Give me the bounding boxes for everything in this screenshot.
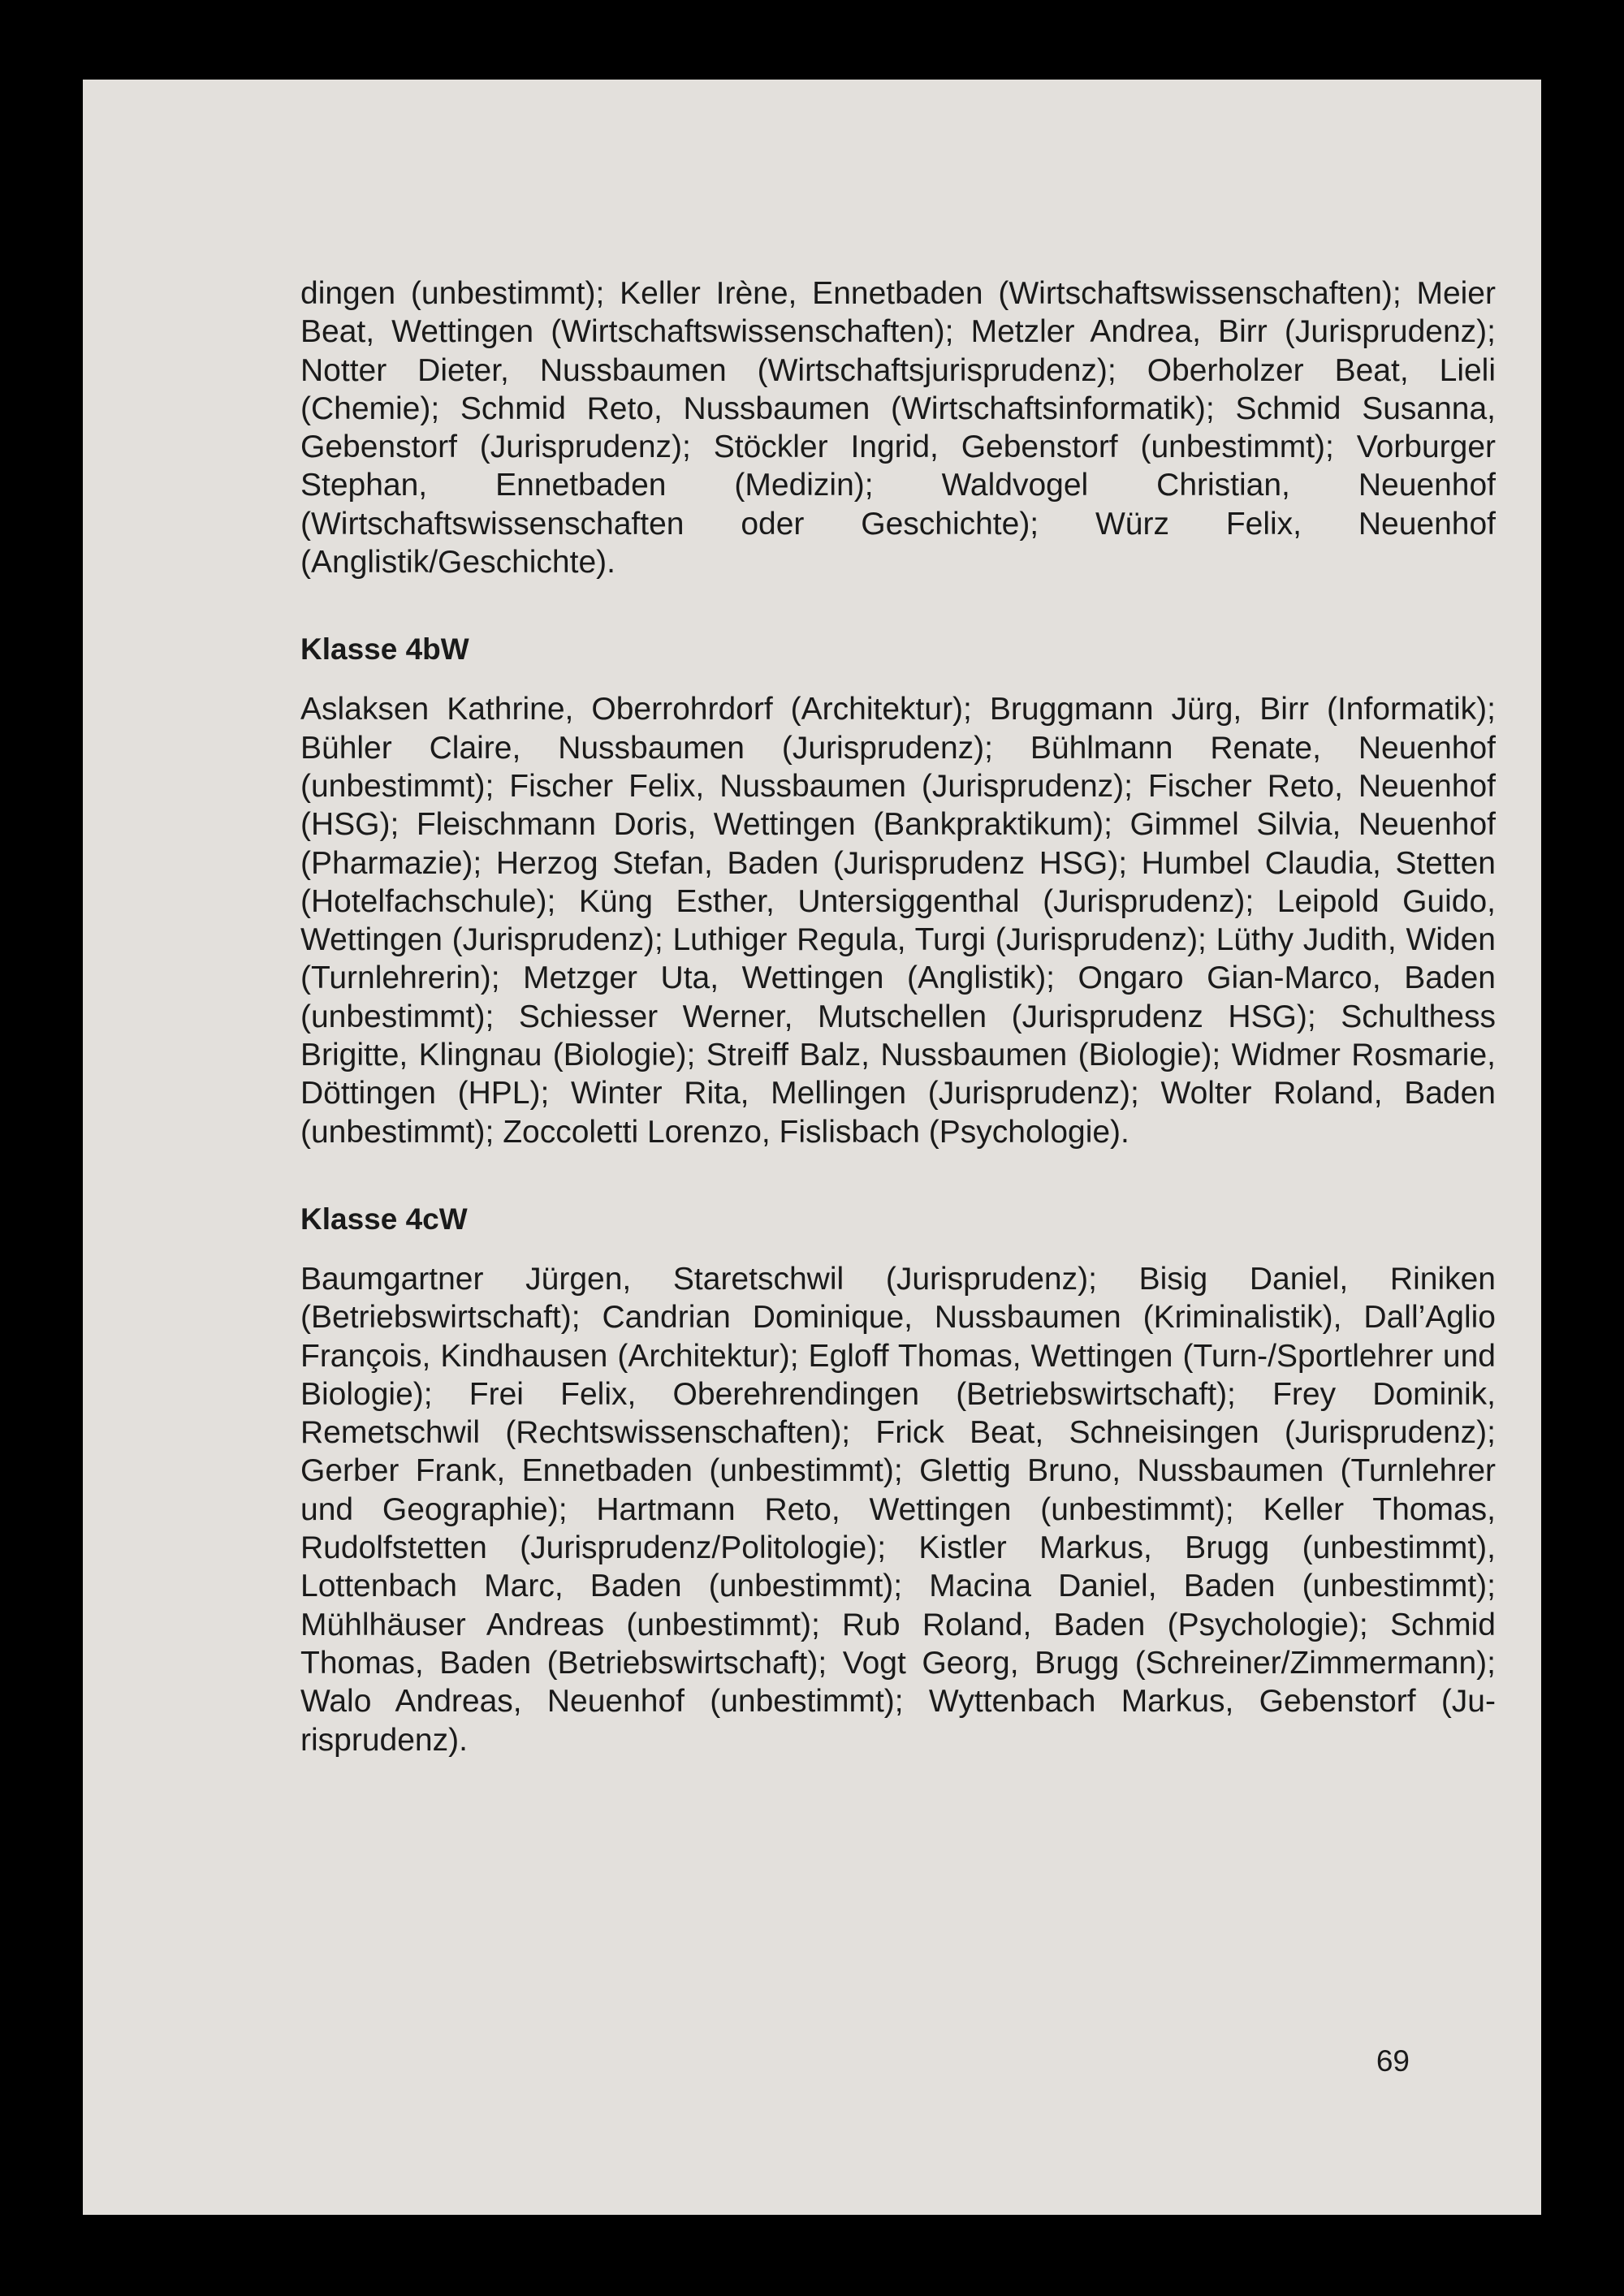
section-text-4bw: Aslaksen Kathrine, Oberrohrdorf (Architektur); Bruggmann Jürg, Birr (Informatik); Bühler Claire, Nussbaumen (Jurisprudenz); Bühlmann Renate, Neuenhof (unbestimmt); Fischer Felix, Nussbaumen (Jurisprudenz); Fischer Reto, Neuenhof (HSG); Fleischmann Doris, Wettingen (Bankpraktikum); Gimmel Silvia, Neuenhof (Pharmazie); Herzog Stefan, Baden (Jurisprudenz HSG); Humbel Claudia, Stetten (Hotelfachschule); Küng Esther, Untersiggenthal (Jurisprudenz); Leipold Guido, Wettingen (Jurisprudenz); Luthiger Regula, Turgi (Jurisprudenz); Lüthy Judith, Widen (Turnlehrerin); Metzger Uta, Wettingen (Anglistik); Ongaro Gian-Marco, Baden (unbestimmt); Schiesser Werner, Mutschellen (Jurisprudenz HSG); Schulthess Brigitte, Klingnau (Biologie); Streiff Balz, Nussbaumen (Biologie); Widmer Rosmarie, Döttingen (HPL); Winter Rita, Mellingen (Jurisprudenz); Wolter Roland, Baden (unbestimmt); Zoccoletti Lorenzo, Fislisbach (Psychologie). xyxy=(300,692,1496,1150)
document-page xyxy=(83,80,1541,2215)
section-heading-4bw: Klasse 4bW xyxy=(300,632,469,667)
page-number: 69 xyxy=(1376,2044,1410,2078)
intro-paragraph: dingen (unbestimmt); Keller Irène, Ennetbaden (Wirtschaftswissenschaften); Meier Beat, Wettingen (Wirtschaftswissenschaften); Metzler Andrea, Birr (Jurisprudenz); Notter Dieter, Nussbaumen (Wirtschaftsjurisprudenz); Oberholzer Beat, Lieli (Chemie); Schmid Reto, Nussbaumen (Wirtschaftsinformatik); Schmid Susanna, Gebenstorf (Jurisprudenz); Stöckler Ingrid, Gebenstorf (unbestimmt); Vorburger Stephan, Ennetbaden (Medizin); Waldvogel Christian, Neuenhof (Wirtschaftswissenschaften oder Geschichte); Würz Felix, Neuenhof (Anglistik/Geschichte). xyxy=(300,276,1496,580)
section-text-4cw: Baumgartner Jürgen, Staretschwil (Jurisprudenz); Bisig Daniel, Riniken (Betriebswirtschaft); Candrian Dominique, Nussbaumen (Kriminalistik), Dall’Aglio François, Kindhausen (Architektur); Egloff Thomas, Wettingen (Turn-/Sportlehrer und Biologie); Frei Felix, Oberehrendingen (Betriebswirtschaft); Frey Dominik, Remetschwil (Rechtswissenschaften); Frick Beat, Schneisingen (Jurisprudenz); Gerber Frank, Ennetbaden (unbestimmt); Glettig Bruno, Nussbaumen (Turnlehrer und Geographie); Hartmann Reto, Wettingen (unbestimmt); Keller Thomas, Rudolfstetten (Jurisprudenz/Politologie); Kistler Markus, Brugg (unbestimmt), Lottenbach Marc, Baden (unbestimmt); Macina Daniel, Baden (unbestimmt); Mühlhäuser Andreas (unbestimmt); Rub Roland, Baden (Psychologie); Schmid Thomas, Baden (Betriebswirtschaft); Vogt Georg, Brugg (Schreiner/Zimmermann); Walo Andreas, Neuenhof (unbestimmt); Wyttenbach Markus, Gebenstorf (Jurisprudenz). xyxy=(300,1261,1496,1758)
section-heading-4cw: Klasse 4cW xyxy=(300,1202,468,1236)
page-content xyxy=(300,274,1496,1759)
